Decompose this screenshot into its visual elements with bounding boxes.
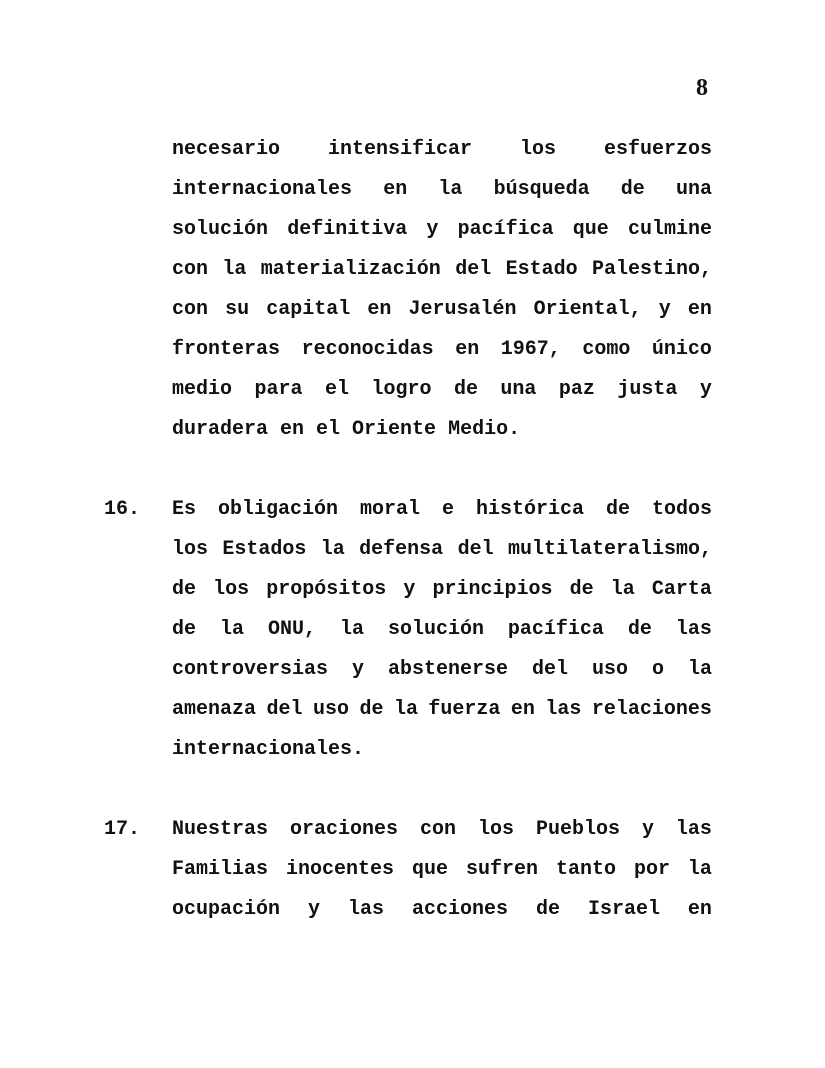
- text-line-words: [172, 330, 712, 370]
- word: amenaza: [172, 698, 257, 721]
- word: con: [419, 818, 456, 841]
- word: Pueblos: [535, 818, 620, 841]
- text-line: [172, 570, 712, 610]
- text-line: [172, 170, 712, 210]
- word: oraciones: [289, 818, 399, 841]
- text-line-words: [172, 570, 712, 610]
- text-line: [172, 730, 712, 770]
- word: en: [280, 418, 305, 441]
- word: en: [687, 298, 712, 321]
- word: pacífica: [457, 218, 554, 241]
- word: y: [308, 898, 321, 921]
- word: de: [535, 898, 560, 921]
- word: duradera: [172, 418, 269, 441]
- continued-paragraph: [172, 130, 712, 450]
- word: de: [627, 618, 652, 641]
- word: propósitos: [266, 578, 387, 601]
- word: controversias: [172, 658, 329, 681]
- text-line: [172, 850, 712, 890]
- word: reconocidas: [301, 338, 434, 361]
- item-number: 16.: [104, 498, 141, 521]
- word: para: [254, 378, 303, 401]
- word: en: [510, 698, 535, 721]
- word: la: [687, 658, 712, 681]
- word: como: [582, 338, 631, 361]
- text-line-words: [172, 130, 712, 170]
- text-line-words: [172, 890, 712, 930]
- word: Oriental,: [533, 298, 642, 321]
- numbered-item-17: [104, 810, 712, 930]
- word: del: [266, 698, 303, 721]
- word: culmine: [627, 218, 712, 241]
- word: Jerusalén: [408, 298, 517, 321]
- word: principios: [432, 578, 553, 601]
- word: capital: [266, 298, 351, 321]
- word: relaciones: [591, 698, 712, 721]
- word: histórica: [475, 498, 584, 521]
- text-line-words: [172, 650, 712, 690]
- word: de: [569, 578, 594, 601]
- word: tanto: [555, 858, 616, 881]
- word: sufren: [465, 858, 538, 881]
- word: y: [403, 578, 416, 601]
- text-line: [172, 810, 712, 850]
- word: las: [347, 898, 384, 921]
- word: las: [675, 818, 712, 841]
- word: una: [500, 378, 537, 401]
- word: y: [641, 818, 654, 841]
- word: de: [620, 178, 645, 201]
- word: Es: [172, 498, 197, 521]
- word: la: [393, 698, 418, 721]
- word: las: [545, 698, 582, 721]
- word: de: [605, 498, 630, 521]
- text-line-words: [172, 690, 712, 730]
- text-line: [172, 210, 712, 250]
- word: y: [699, 378, 712, 401]
- word: fuerza: [428, 698, 501, 721]
- text-line: [172, 290, 712, 330]
- word: la: [320, 538, 345, 561]
- word: en: [687, 898, 712, 921]
- word: la: [438, 178, 463, 201]
- text-line: [172, 490, 712, 530]
- word: búsqueda: [493, 178, 590, 201]
- word: medio: [172, 378, 233, 401]
- text-line: [172, 130, 712, 170]
- word: los: [213, 578, 250, 601]
- word: el: [324, 378, 349, 401]
- word: del: [455, 258, 492, 281]
- text-line: [172, 250, 712, 290]
- word: e: [441, 498, 454, 521]
- word: del: [531, 658, 568, 681]
- word: con: [172, 298, 209, 321]
- text-line-words: [172, 610, 712, 650]
- text-line-words: [172, 170, 712, 210]
- word: las: [675, 618, 712, 641]
- text-line-words: [172, 490, 712, 530]
- text-line-words: [172, 730, 712, 770]
- word: solución: [387, 618, 484, 641]
- word: con: [172, 258, 209, 281]
- text-line: [172, 610, 712, 650]
- page-number: 8: [696, 75, 708, 101]
- word: y: [352, 658, 365, 681]
- word: 1967,: [500, 338, 561, 361]
- word: por: [633, 858, 670, 881]
- word: los: [172, 538, 209, 561]
- word: solución: [172, 218, 269, 241]
- word: en: [367, 298, 392, 321]
- word: los: [519, 138, 556, 161]
- word: intensificar: [327, 138, 473, 161]
- word: único: [651, 338, 712, 361]
- word: de: [359, 698, 384, 721]
- text-line: [172, 410, 712, 450]
- word: Estados: [222, 538, 307, 561]
- text-line-words: [172, 810, 712, 850]
- word: necesario: [172, 138, 281, 161]
- word: materialización: [260, 258, 441, 281]
- word: Nuestras: [172, 818, 269, 841]
- word: inocentes: [285, 858, 395, 881]
- word: definitiva: [287, 218, 408, 241]
- word: ONU,: [267, 618, 316, 641]
- word: logro: [371, 378, 432, 401]
- word: multilateralismo,: [507, 538, 712, 561]
- text-line: [172, 330, 712, 370]
- text-line-words: [172, 410, 712, 450]
- text-line-words: [172, 530, 712, 570]
- word: y: [658, 298, 671, 321]
- word: Oriente: [352, 418, 437, 441]
- word: en: [383, 178, 408, 201]
- word: defensa: [359, 538, 444, 561]
- word: obligación: [217, 498, 339, 521]
- word: internacionales.: [172, 738, 365, 761]
- word: que: [572, 218, 609, 241]
- word: la: [610, 578, 635, 601]
- text-line-words: [172, 370, 712, 410]
- word: pacífica: [507, 618, 604, 641]
- word: paz: [558, 378, 595, 401]
- word: Carta: [651, 578, 712, 601]
- text-line: [172, 530, 712, 570]
- word: Familias: [172, 858, 269, 881]
- word: de: [172, 578, 197, 601]
- word: de: [453, 378, 478, 401]
- word: el: [316, 418, 341, 441]
- word: internacionales: [172, 178, 353, 201]
- text-line-words: [172, 850, 712, 890]
- word: o: [651, 658, 664, 681]
- numbered-item-16: [104, 490, 712, 770]
- word: abstenerse: [387, 658, 509, 681]
- word: acciones: [411, 898, 508, 921]
- word: del: [457, 538, 494, 561]
- word: Israel: [587, 898, 660, 921]
- word: que: [411, 858, 448, 881]
- word: todos: [651, 498, 712, 521]
- word: y: [426, 218, 439, 241]
- word: en: [455, 338, 480, 361]
- word: fronteras: [172, 338, 281, 361]
- word: ocupación: [172, 898, 281, 921]
- text-line: [172, 370, 712, 410]
- word: moral: [359, 498, 420, 521]
- word: su: [225, 298, 250, 321]
- word: la: [339, 618, 364, 641]
- text-line-words: [172, 290, 712, 330]
- word: justa: [617, 378, 678, 401]
- word: la: [222, 258, 247, 281]
- word: de: [172, 618, 197, 641]
- word: esfuerzos: [603, 138, 712, 161]
- word: Estado: [505, 258, 578, 281]
- word: una: [675, 178, 712, 201]
- word: uso: [591, 658, 628, 681]
- text-line: [172, 690, 712, 730]
- word: la: [687, 858, 712, 881]
- text-line-words: [172, 250, 712, 290]
- word: los: [477, 818, 514, 841]
- word: uso: [312, 698, 349, 721]
- item-number: 17.: [104, 818, 141, 841]
- word: Medio.: [448, 418, 521, 441]
- word: Palestino,: [591, 258, 712, 281]
- text-line-words: [172, 210, 712, 250]
- text-line: [172, 650, 712, 690]
- word: la: [219, 618, 244, 641]
- text-line: [172, 890, 712, 930]
